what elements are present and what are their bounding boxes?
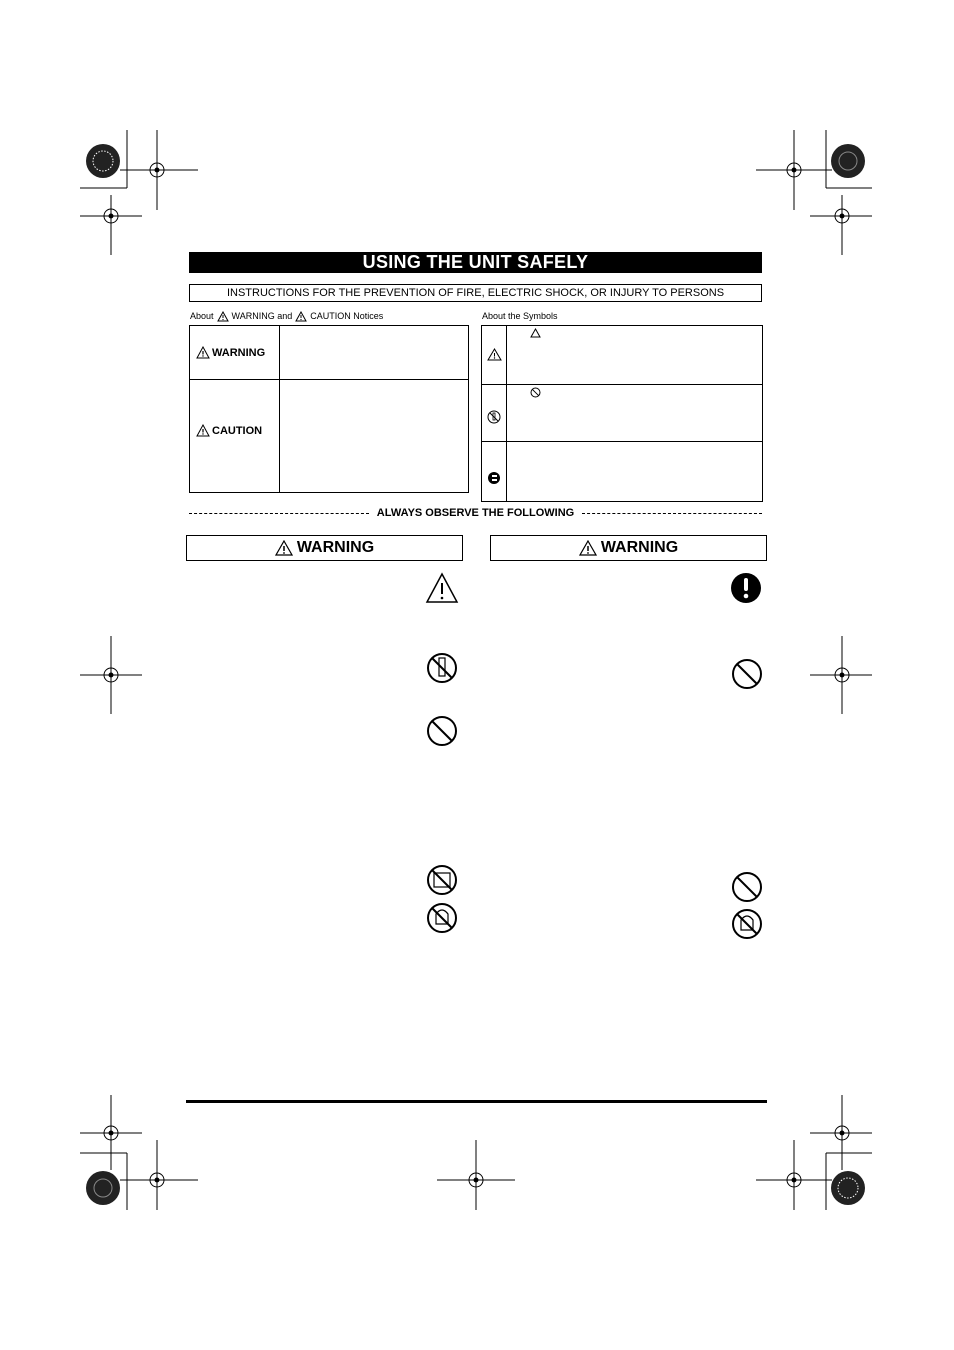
always-observe-label: ALWAYS OBSERVE THE FOLLOWING [376,507,575,519]
warning-triangle-icon [196,346,210,359]
triangle-small-icon [530,328,541,338]
warning-triangle-icon [217,311,229,322]
no-water-icon [426,902,458,934]
right-warning-label: WARNING [600,539,679,556]
prohibited-icon [426,715,458,747]
notices-warning: WARNING and [231,311,293,321]
divider-line-left [189,513,369,514]
right-warning-header [490,535,767,561]
prohibited-small-icon [530,387,541,398]
divider-line-right [582,513,762,514]
no-water-icon [731,908,763,940]
notice-caution-label: CAUTION [212,424,263,437]
caution-triangle-icon [487,348,502,361]
notices-heading [190,310,383,322]
prohibited-icon [731,871,763,903]
do-not-disassemble-icon [487,410,501,424]
symbols-heading: About the Symbols [482,311,558,321]
warning-triangle-icon [196,424,210,437]
notice-row-warning [196,346,265,359]
page-title: USING THE UNIT SAFELY [189,252,762,273]
warning-triangle-icon [275,540,293,556]
warning-triangle-icon [579,540,597,556]
prohibited-icon [731,658,763,690]
unplug-icon [487,471,501,485]
do-not-disassemble-icon [426,652,458,684]
notice-warning-label: WARNING [212,346,266,359]
left-warning-label: WARNING [296,539,375,556]
must-do-icon [730,572,762,604]
warning-triangle-icon [425,572,459,604]
notice-row-caution [196,424,262,437]
notices-about: About [190,311,214,321]
left-warning-header [186,535,463,561]
always-observe-divider [189,506,762,520]
warning-triangle-icon [295,311,307,322]
notices-table [189,325,469,493]
footer-rule [186,1100,767,1103]
instructions-banner: INSTRUCTIONS FOR THE PREVENTION OF FIRE, ELECTRIC SHOCK, OR INJURY TO PERSONS [189,284,762,302]
symbols-table [481,325,763,502]
notices-caution: CAUTION Notices [310,311,384,321]
no-bathroom-icon [426,864,458,896]
